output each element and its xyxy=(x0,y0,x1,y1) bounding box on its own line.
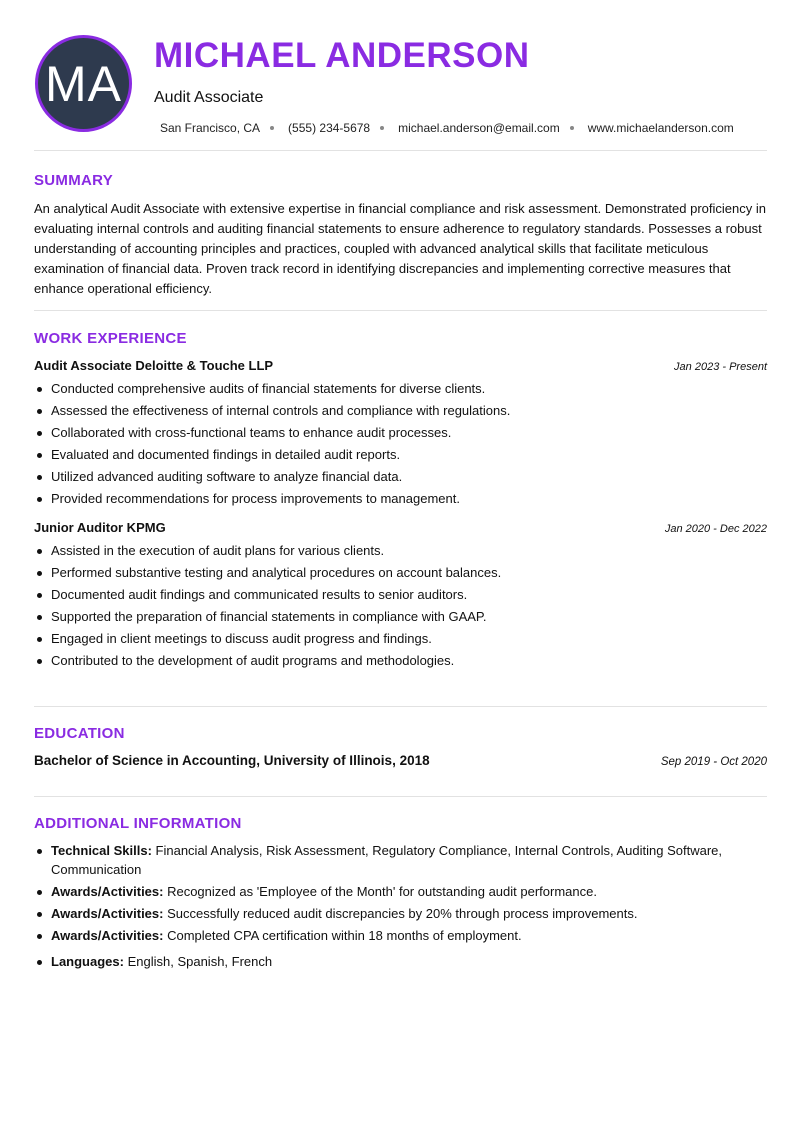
contact-location: San Francisco, CA xyxy=(160,121,261,135)
job-title: Junior Auditor KPMG xyxy=(34,520,166,535)
section-title: ADDITIONAL INFORMATION xyxy=(34,815,242,832)
candidate-name: MICHAEL ANDERSON xyxy=(154,36,530,75)
separator-dot-icon xyxy=(570,126,574,130)
job-dates: Jan 2023 - Present xyxy=(674,361,767,373)
additional-information-section xyxy=(34,797,767,971)
summary-section xyxy=(34,151,767,311)
list-item xyxy=(51,904,767,923)
item-text: Financial Analysis, Risk Assessment, Regulatory Compliance, Internal Controls, Auditing Software, Communication xyxy=(51,843,723,877)
item-text: Recognized as 'Employee of the Month' for outstanding audit performance. xyxy=(163,884,597,899)
list-item: Assessed the effectiveness of internal controls and compliance with regulations. xyxy=(51,400,767,422)
education-section xyxy=(34,707,767,797)
list-item: Evaluated and documented findings in detailed audit reports. xyxy=(51,444,767,466)
list-item: Contributed to the development of audit programs and methodologies. xyxy=(51,650,767,672)
contact-line xyxy=(160,121,734,135)
job-dates: Jan 2020 - Dec 2022 xyxy=(664,523,767,535)
list-item: Collaborated with cross-functional teams to enhance audit processes. xyxy=(51,422,767,444)
item-text: Successfully reduced audit discrepancies by 20% through process improvements. xyxy=(163,906,638,921)
job-header xyxy=(34,520,767,535)
section-title: SUMMARY xyxy=(34,172,114,189)
contact-phone[interactable]: (555) 234-5678 xyxy=(288,121,371,135)
avatar-initials: MA xyxy=(45,55,122,112)
education-degree: Bachelor of Science in Accounting, University of Illinois, 2018 xyxy=(34,753,430,768)
item-label: Awards/Activities: xyxy=(51,884,164,899)
list-item: Engaged in client meetings to discuss audit progress and findings. xyxy=(51,628,767,650)
section-title: WORK EXPERIENCE xyxy=(34,330,187,347)
education-dates: Sep 2019 - Oct 2020 xyxy=(660,756,767,768)
job-title: Audit Associate Deloitte & Touche LLP xyxy=(34,358,274,373)
list-item: Provided recommendations for process improvements to management. xyxy=(51,488,767,510)
summary-text: An analytical Audit Associate with extensive expertise in financial compliance and risk assessment. Demonstrated proficiency in evaluating internal controls and auditing financial statements to ensure adherence to regulatory standards. Possesses a robust understanding of accounting principles and practices, coupled with advanced analytical skills that facilitate meticulous examination of financial data. Proven track record in identifying discrepancies and implementing corrective measures that enhance operational efficiency. xyxy=(34,201,766,296)
list-item: Documented audit findings and communicated results to senior auditors. xyxy=(51,584,767,606)
avatar xyxy=(35,35,132,132)
separator-dot-icon xyxy=(270,126,274,130)
job-header xyxy=(34,358,767,373)
item-label: Awards/Activities: xyxy=(51,906,164,921)
list-item: Assisted in the execution of audit plans for various clients. xyxy=(51,540,767,562)
job-entry xyxy=(34,520,767,672)
section-title: EDUCATION xyxy=(34,725,125,742)
list-item: Performed substantive testing and analytical procedures on account balances. xyxy=(51,562,767,584)
job-bullets xyxy=(34,378,767,510)
education-entry xyxy=(34,753,767,768)
contact-email[interactable]: michael.anderson@email.com xyxy=(398,121,560,135)
item-label: Awards/Activities: xyxy=(51,928,164,943)
work-experience-section xyxy=(34,311,767,707)
list-item: Conducted comprehensive audits of financial statements for diverse clients. xyxy=(51,378,767,400)
item-text: English, Spanish, French xyxy=(123,954,273,969)
list-item xyxy=(51,926,767,945)
list-item: Supported the preparation of financial statements in compliance with GAAP. xyxy=(51,606,767,628)
item-text: Completed CPA certification within 18 months of employment. xyxy=(163,928,522,943)
candidate-role: Audit Associate xyxy=(154,89,264,106)
list-item xyxy=(51,841,767,879)
list-item xyxy=(51,882,767,901)
additional-list xyxy=(34,841,767,971)
separator-dot-icon xyxy=(380,126,384,130)
job-bullets xyxy=(34,540,767,672)
job-entry xyxy=(34,358,767,510)
contact-website[interactable]: www.michaelanderson.com xyxy=(587,121,734,135)
item-label: Technical Skills: xyxy=(51,843,152,858)
list-item: Utilized advanced auditing software to analyze financial data. xyxy=(51,466,767,488)
resume-header xyxy=(34,0,767,151)
item-label: Languages: xyxy=(51,954,124,969)
languages-item xyxy=(51,952,767,971)
